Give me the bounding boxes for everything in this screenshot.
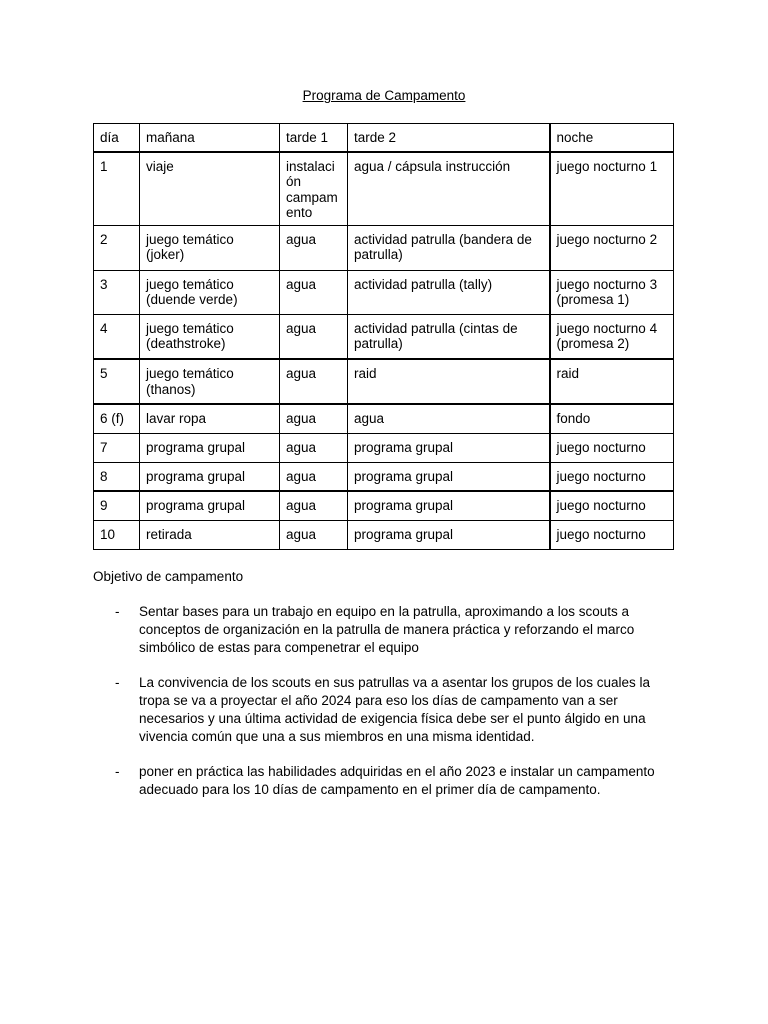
bullet-dash: - <box>115 675 120 690</box>
cell-tarde-2: actividad patrulla (tally) <box>348 270 550 314</box>
cell-noche: juego nocturno 1 <box>550 152 674 226</box>
page-title: Programa de Campamento <box>302 88 466 103</box>
cell-manana: programa grupal <box>140 491 280 520</box>
cell-dia: 1 <box>94 152 140 226</box>
cell-noche: juego nocturno 4 (promesa 2) <box>550 314 674 359</box>
table-row <box>94 359 674 404</box>
cell-tarde-1: agua <box>280 225 348 270</box>
cell-tarde-2: agua <box>348 404 550 433</box>
list-item <box>93 763 683 799</box>
cell-dia: día <box>94 124 140 152</box>
cell-tarde-1: instalación campamento <box>280 152 348 226</box>
cell-noche: juego nocturno <box>550 520 674 549</box>
cell-noche: juego nocturno 2 <box>550 225 674 270</box>
cell-dia: 4 <box>94 314 140 359</box>
table-row <box>94 152 674 226</box>
cell-manana: juego temático (joker) <box>140 225 280 270</box>
cell-tarde-2: programa grupal <box>348 462 550 491</box>
cell-manana: mañana <box>140 124 280 152</box>
table-row <box>94 433 674 462</box>
cell-noche: noche <box>550 124 674 152</box>
cell-tarde-2: tarde 2 <box>348 124 550 152</box>
cell-manana: juego temático (deathstroke) <box>140 314 280 359</box>
cell-noche: juego nocturno <box>550 491 674 520</box>
cell-tarde-1: tarde 1 <box>280 124 348 152</box>
bullet-dash: - <box>115 764 120 779</box>
cell-manana: programa grupal <box>140 433 280 462</box>
cell-tarde-2: actividad patrulla (bandera de patrulla) <box>348 225 550 270</box>
cell-tarde-1: agua <box>280 491 348 520</box>
cell-dia: 5 <box>94 359 140 404</box>
list-item-text: La convivencia de los scouts en sus patrullas va a asentar los grupos de los cuales la tropa se va a proyectar el año 2024 para eso los días de campamento van a ser necesarios y una última actividad de exigencia física debe ser el punto álgido en una vivencia común que una a sus miembros en una misma identidad. <box>139 675 651 744</box>
cell-tarde-2: programa grupal <box>348 433 550 462</box>
cell-noche: juego nocturno <box>550 462 674 491</box>
cell-tarde-1: agua <box>280 359 348 404</box>
cell-dia: 6 (f) <box>94 404 140 433</box>
list-item-text: poner en práctica las habilidades adquiridas en el año 2023 e instalar un campamento adecuado para los 10 días de campamento en el primer día de campamento. <box>139 764 655 797</box>
table-header-row <box>94 124 674 152</box>
cell-noche: fondo <box>550 404 674 433</box>
cell-noche: juego nocturno <box>550 433 674 462</box>
cell-manana: juego temático (duende verde) <box>140 270 280 314</box>
cell-tarde-2: raid <box>348 359 550 404</box>
cell-manana: viaje <box>140 152 280 226</box>
cell-tarde-2: programa grupal <box>348 491 550 520</box>
cell-dia: 3 <box>94 270 140 314</box>
objectives-heading: Objetivo de campamento <box>93 569 244 584</box>
cell-dia: 7 <box>94 433 140 462</box>
list-item <box>93 674 683 746</box>
table-row <box>94 520 674 549</box>
cell-tarde-1: agua <box>280 270 348 314</box>
list-item-text: Sentar bases para un trabajo en equipo en la patrulla, aproximando a los scouts a conceptos de organización en la patrulla de manera práctica y reforzando el marco simbólico de estas para compenetrar el equipo <box>139 604 635 655</box>
list-item <box>93 603 683 657</box>
objectives-list <box>93 603 683 816</box>
cell-tarde-1: agua <box>280 404 348 433</box>
cell-manana: retirada <box>140 520 280 549</box>
table-row <box>94 491 674 520</box>
cell-dia: 2 <box>94 225 140 270</box>
table-row <box>94 314 674 359</box>
schedule-table <box>93 123 674 550</box>
table-row <box>94 225 674 270</box>
table-row <box>94 462 674 491</box>
cell-tarde-1: agua <box>280 520 348 549</box>
cell-manana: lavar ropa <box>140 404 280 433</box>
cell-dia: 8 <box>94 462 140 491</box>
cell-dia: 9 <box>94 491 140 520</box>
schedule-table-body <box>94 124 674 550</box>
cell-manana: juego temático (thanos) <box>140 359 280 404</box>
cell-tarde-1: agua <box>280 314 348 359</box>
cell-tarde-1: agua <box>280 433 348 462</box>
cell-tarde-2: actividad patrulla (cintas de patrulla) <box>348 314 550 359</box>
bullet-dash: - <box>115 604 120 619</box>
cell-tarde-2: agua / cápsula instrucción <box>348 152 550 226</box>
cell-manana: programa grupal <box>140 462 280 491</box>
table-row <box>94 270 674 314</box>
cell-noche: raid <box>550 359 674 404</box>
cell-noche: juego nocturno 3 (promesa 1) <box>550 270 674 314</box>
cell-dia: 10 <box>94 520 140 549</box>
table-row <box>94 404 674 433</box>
cell-tarde-1: agua <box>280 462 348 491</box>
cell-tarde-2: programa grupal <box>348 520 550 549</box>
